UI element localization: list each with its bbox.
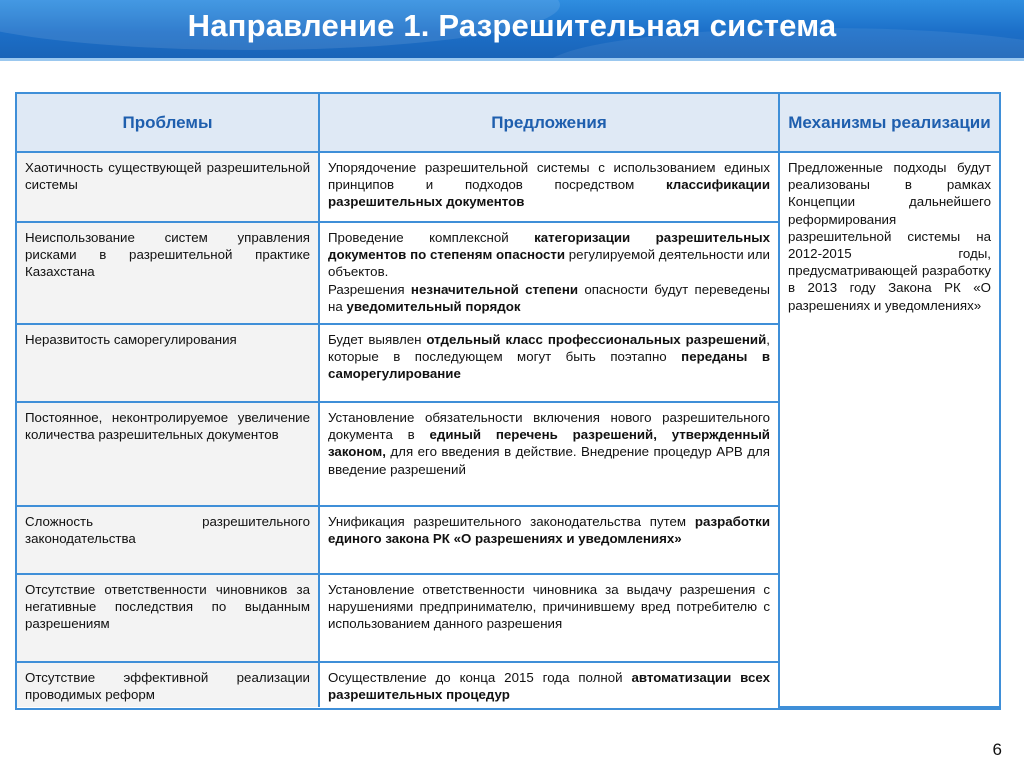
proposal-text: Упорядочение разрешительной системы с использованием единых принципов и подходов посредством <box>328 160 770 193</box>
problem-cell: Постоянное, неконтролируемое увеличение количества разрешительных документов <box>17 402 319 506</box>
proposal-cell <box>319 324 779 402</box>
problem-cell: Отсутствие эффективной реализации проводимых реформ <box>17 662 319 707</box>
problem-cell: Хаотичность существующей разрешительной системы <box>17 152 319 222</box>
problem-cell: Сложность разрешительного законодательства <box>17 506 319 574</box>
page-number: 6 <box>992 740 1002 759</box>
proposal-text: Будет выявлен <box>328 332 427 347</box>
proposal-cell <box>319 152 779 222</box>
proposal-text: Осуществление до конца 2015 года полной <box>328 670 632 685</box>
proposal-text: Установление обязательности включения нового разрешительного документа в <box>328 410 770 443</box>
title-bar <box>0 0 1024 58</box>
proposal-text: Разрешения <box>328 281 411 297</box>
reform-table <box>17 94 999 708</box>
header-mechanisms: Механизмы реализации <box>779 94 999 152</box>
proposal-bold-text: отдельный класс профессиональных разрешений <box>426 332 767 347</box>
proposal-bold-text: автоматизации всех разрешительных процедур <box>328 670 770 703</box>
proposal-text: Установление ответственности чиновника за выдачу разрешения с нарушениями предпринимателю, причинившему вред потребителю с использованием данного разрешения <box>328 582 770 632</box>
slide-title: Направление 1. Разрешительная система <box>187 8 837 43</box>
proposal-bold-text: незначительной степени <box>410 281 579 297</box>
problem-cell: Отсутствие ответственности чиновников за негативные последствия по выданным разрешениям <box>17 574 319 662</box>
proposal-text: для его введения в действие. Внедрение процедур АРВ для введение разрешений <box>328 444 770 477</box>
proposal-text: опасности будут переведены на <box>328 281 770 314</box>
header-problems: Проблемы <box>17 94 319 152</box>
mechanism-cell: Предложенные подходы будут реализованы в рамках Концепции дальнейшего реформирования разрешительной системы на 2012-2015 годы, предусматривающей разработку в 2013 году Закона РК «О разрешениях и уведомлениях» <box>779 152 999 707</box>
proposal-text: регулируемой деятельности или объектов. <box>328 247 770 280</box>
proposal-text: Проведение комплексной <box>328 230 535 245</box>
problem-cell: Неиспользование систем управления рисками в разрешительной практике Казахстана <box>17 222 319 324</box>
proposal-text: Унификация разрешительного законодательства путем <box>328 514 695 529</box>
reform-table-frame <box>15 92 1001 710</box>
proposal-cell <box>319 662 779 707</box>
proposal-bold-text: единый перечень разрешений, утвержденный законом, <box>328 427 770 460</box>
proposal-cell <box>319 222 779 324</box>
proposal-cell <box>319 506 779 574</box>
proposal-cell <box>319 574 779 662</box>
proposal-cell <box>319 402 779 506</box>
proposal-bold-text: классификации разрешительных документов <box>328 177 770 210</box>
proposal-bold-text: переданы в саморегулирование <box>328 349 770 382</box>
proposal-bold-text: категоризации разрешительных документов по степеням опасности <box>328 230 770 263</box>
proposal-bold-text: уведомительный порядок <box>346 298 521 314</box>
table-row <box>17 152 999 222</box>
header-proposals: Предложения <box>319 94 779 152</box>
proposal-bold-text: разработки единого закона РК «О разрешениях и уведомлениях» <box>328 514 770 547</box>
problem-cell: Неразвитость саморегулирования <box>17 324 319 402</box>
proposal-text: , которые в последующем могут быть поэтапно <box>328 332 770 365</box>
title-accent-line <box>0 58 1024 61</box>
table-header-row <box>17 94 999 152</box>
